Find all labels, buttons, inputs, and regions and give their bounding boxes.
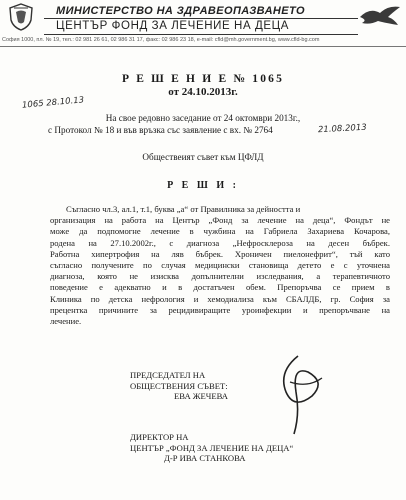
- body-line: съгласно получените по случая медицински становища детето е с уточнена: [50, 260, 390, 271]
- decision-body: [50, 204, 390, 327]
- signatory-name: ЕВА ЖЕЧЕВА: [174, 391, 228, 401]
- body-line: Съгласно чл.3, ал.1, т.1, буква „а“ от Правилника за дейността и: [66, 204, 301, 214]
- handwritten-date: 21.08.2013: [317, 122, 367, 136]
- ministry-name: МИНИСТЕРСТВО НА ЗДРАВЕОПАЗВАНЕТО: [56, 5, 305, 17]
- body-line: диагноза, която не изисква допълнителни изследвания, а терапевтичното: [50, 271, 390, 282]
- body-line: прецентка причините за рецидивиращите уроинфекции и препоръчване на: [50, 304, 390, 315]
- decision-date: от 24.10.2013г.: [168, 86, 238, 98]
- signatory-name: Д-Р ИВА СТАНКОВА: [164, 453, 246, 463]
- resolved-heading: Р Е Ш И :: [167, 180, 239, 191]
- center-name: ЦЕНТЪР ФОНД ЗА ЛЕЧЕНИЕ НА ДЕЦА: [56, 20, 290, 32]
- letterhead-divider: [44, 18, 358, 19]
- chairman-signature-block: [130, 370, 228, 402]
- handwritten-reference: 1065 28.10.13: [21, 95, 85, 111]
- body-line: поведение е адекватно и в достатъчен обем. Препоръчва се прием в: [50, 282, 390, 293]
- session-line-1: На свое редовно заседание от 24 октомври 2013г.,: [105, 113, 301, 123]
- body-line: лечение.: [50, 316, 82, 327]
- contact-line: София 1000, пл. № 19, тел.: 02 981 26 61, 02 986 31 17, факс: 02 986 23 18, e-mail: cfld@mh.government.bg, www.cfld-bg.com: [2, 37, 320, 43]
- body-line: може да подпомогне лечение в чужбина на Габриела Захариева Кочарова,: [50, 226, 390, 237]
- handwritten-signature: [268, 352, 332, 438]
- body-line: Клиника по детска нефрология и хемодиализа към СБАЛДБ, гр. София за: [50, 293, 390, 304]
- signatory-role: ОБЩЕСТВЕНИЯ СЪВЕТ:: [130, 380, 228, 391]
- signatory-role: ДИРЕКТОР НА: [130, 432, 189, 442]
- coat-of-arms-icon: [6, 2, 36, 32]
- signatory-role: ПРЕДСЕДАТЕЛ НА: [130, 370, 206, 380]
- session-line-2: с Протокол № 18 и във връзка със заявление с вх. № 2764: [48, 125, 273, 135]
- body-line: Работна хипертрофия на ляв бъбрек. Хроничен пиелонефрит“, тъй като: [50, 248, 390, 259]
- council-line: Обществеият съвет към ЦФЛД: [142, 152, 264, 162]
- letterhead-bottom-rule: [0, 46, 406, 47]
- director-signature-block: [130, 432, 293, 464]
- body-line: родена на 27.10.2002г., с диагноза „Нефросклероза на десен бъбрек.: [50, 237, 390, 248]
- body-line: организация на работа на Център „Фонд за лечение на деца“, Фондът не: [50, 215, 390, 226]
- decision-heading: Р Е Ш Е Н И Е № 1065: [121, 73, 285, 85]
- letterhead-divider: [44, 34, 358, 35]
- signatory-role: ЦЕНТЪР „ФОНД ЗА ЛЕЧЕНИЕ НА ДЕЦА“: [130, 442, 294, 453]
- dove-logo-icon: [358, 3, 402, 29]
